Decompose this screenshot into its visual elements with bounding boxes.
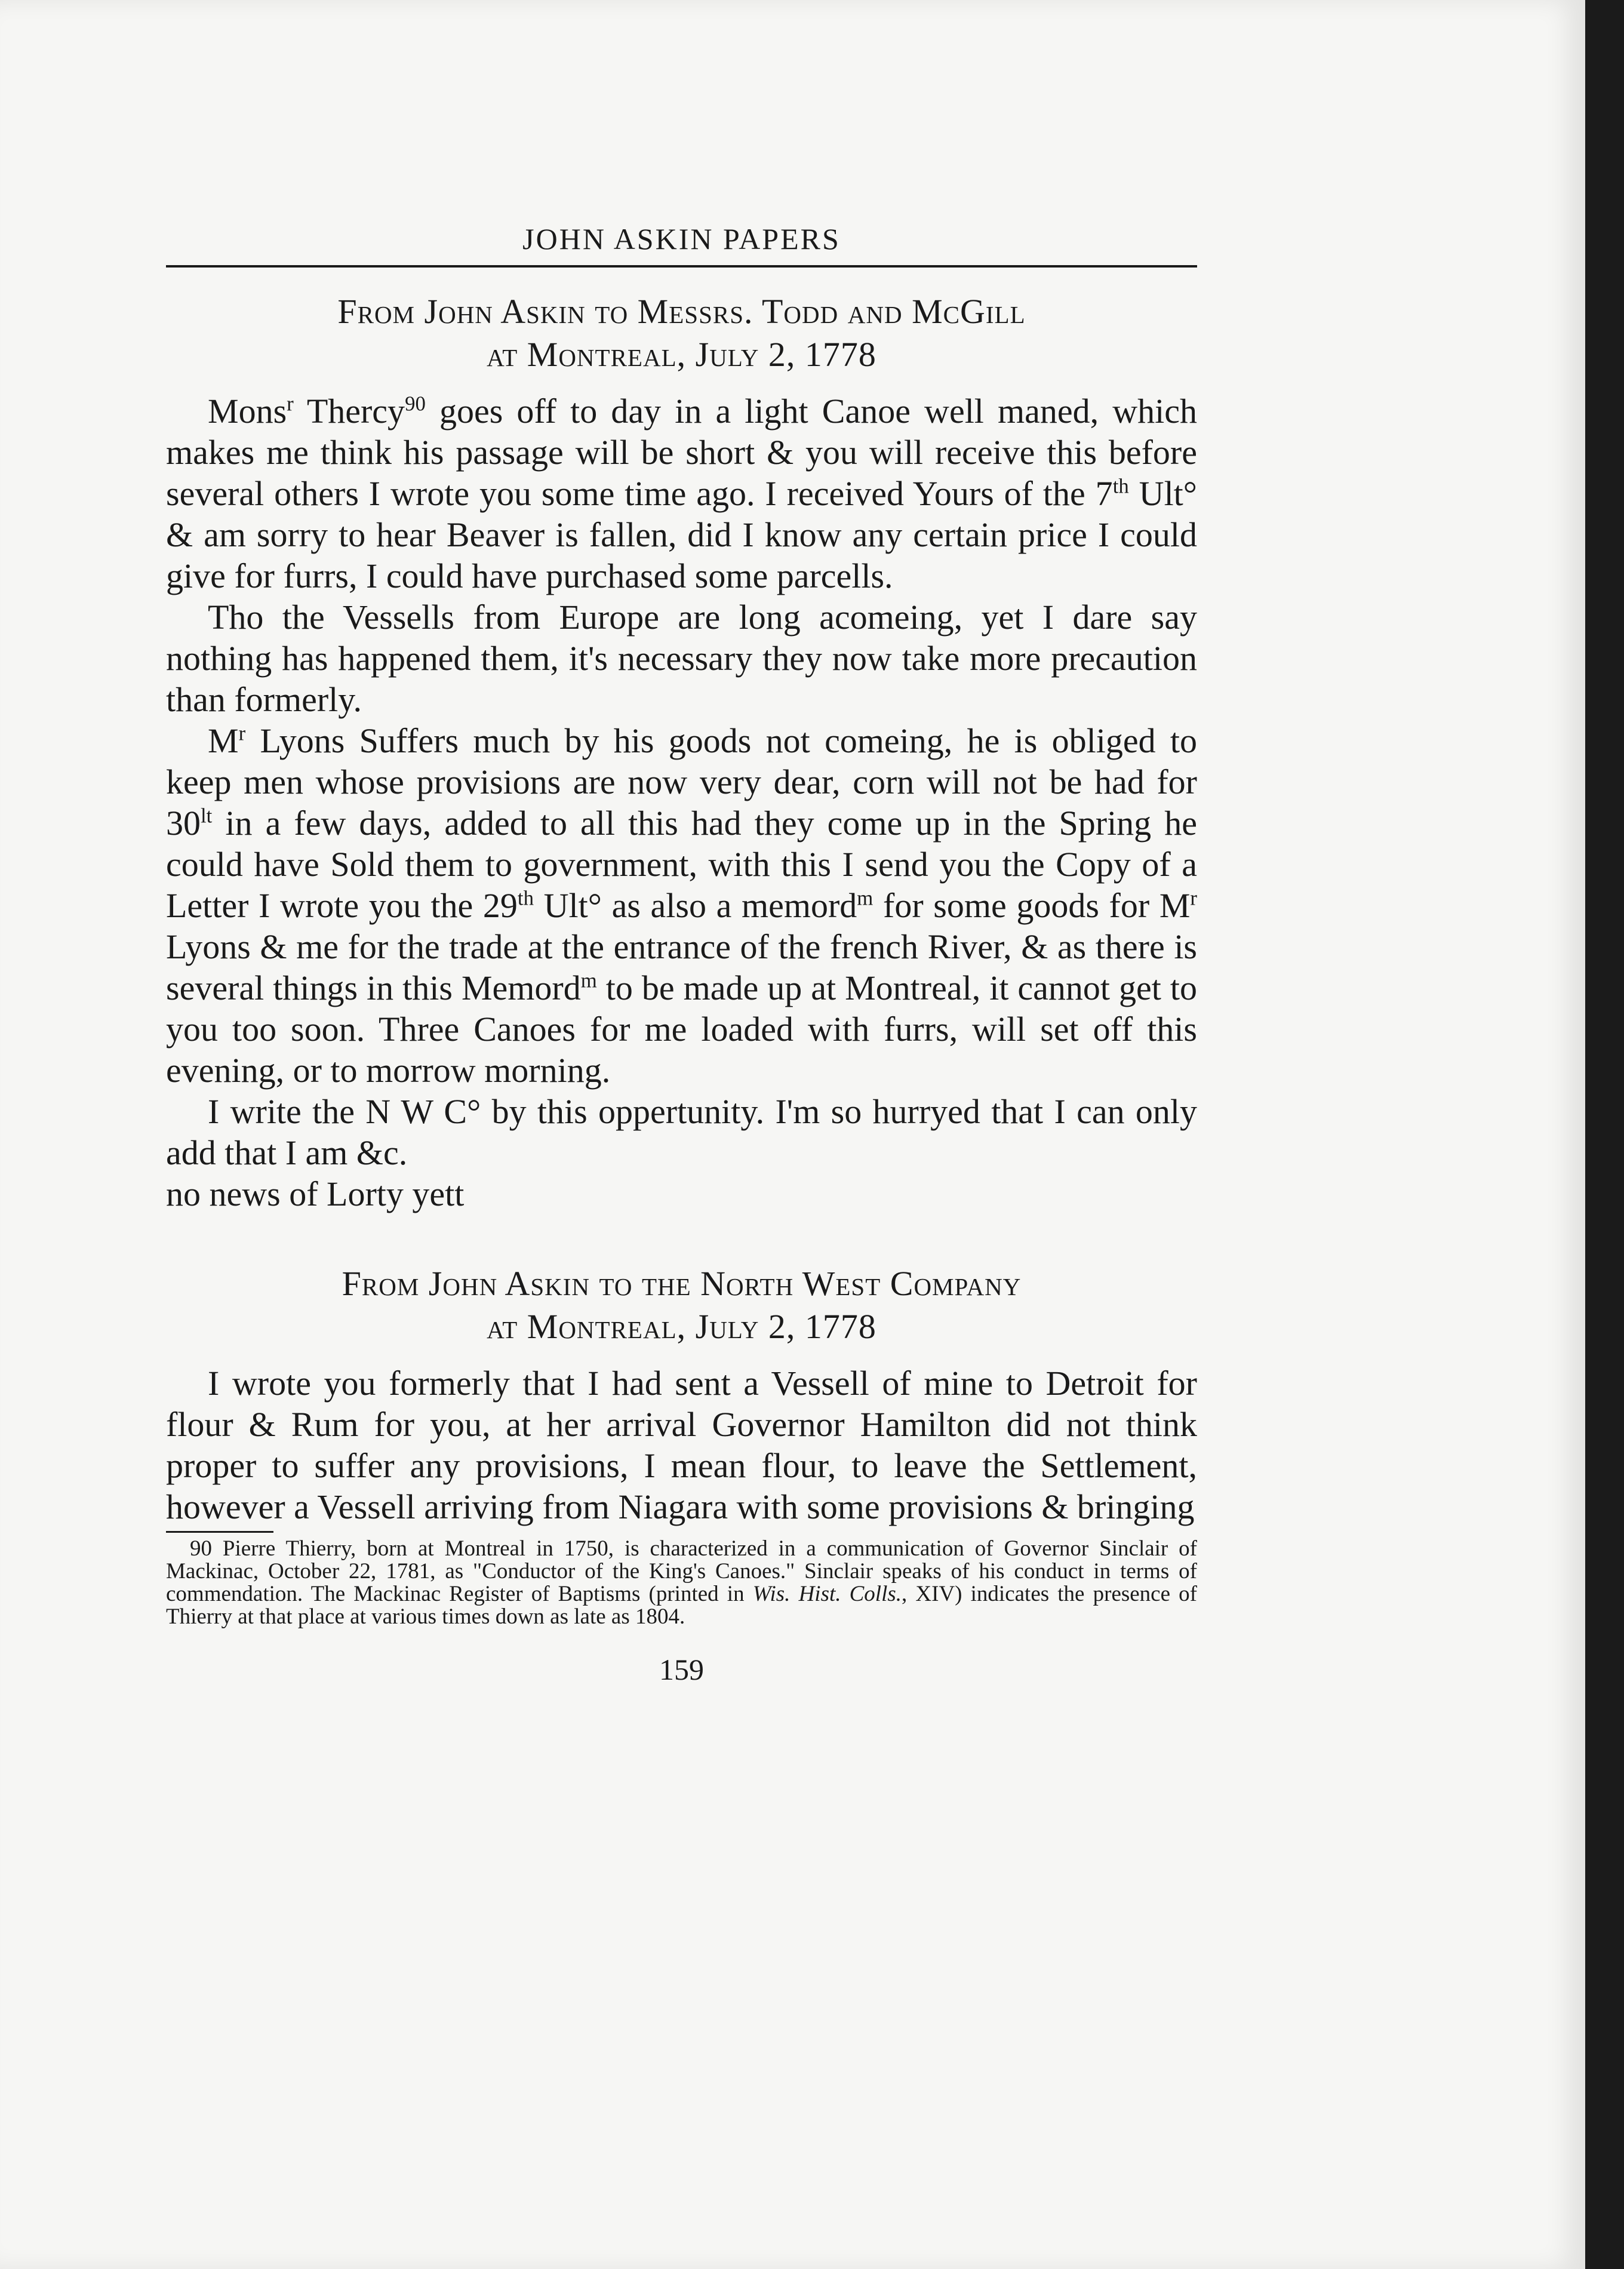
footnote-90 — [166, 1538, 1197, 1628]
text-run: Ult° as also a memord — [533, 886, 857, 925]
text-run: goes off to day in a light Canoe well maned, which makes me think his passage will be short & you will receive this before several others I wrote you some time ago. I received Yours of the 7 — [166, 392, 1198, 513]
superscript: r — [238, 721, 246, 745]
text-run: in a few days, added to all this had they come up in the Spring he could have Sold them to government, with this I send you the Copy of a Letter I wrote you the 29 — [166, 804, 1197, 925]
superscript: lt — [201, 804, 213, 828]
text-run: M — [208, 721, 239, 760]
letter-1-paragraph-3 — [166, 720, 1197, 1091]
text-run: for some goods for M — [873, 886, 1191, 925]
italic-citation: Wis. Hist. Colls. — [752, 1582, 902, 1606]
superscript: m — [857, 886, 873, 910]
text-run: Lyons Suffers much by his goods not comeing, he is obliged to keep men whose provisions are now very dear, corn will not be had for 30 — [166, 721, 1197, 843]
section-gap — [166, 1215, 1197, 1262]
text-run: Thercy — [293, 392, 405, 431]
page-number: 159 — [659, 1653, 704, 1686]
text-run: to be made up at Montreal, it cannot get to you too soon. Three Canoes for me loaded with furrs, will set off this evening, or to morrow morning. — [166, 969, 1198, 1090]
letter-2-paragraph-1: I wrote you formerly that I had sent a Vessell of mine to Detroit for flour & Rum for you, at her arrival Governor Hamilton did not think proper to suffer any provisions, I mean flour, to leave the Settlement, however a Vessell arriving from Niagara with some provisions & bringing — [166, 1364, 1197, 1526]
page-content — [166, 221, 1197, 1687]
letter-1-heading — [166, 290, 1197, 376]
text-run: 90 Pierre Thierry, born at Montreal in 1750, is characterized in a communication of Governor Sinclair of Mackinac, October 22, 1781, as "Conductor of the King's Canoes." Sinclair speaks of his conduct in terms of commendation. The Mackinac Register of Baptisms (printed in — [166, 1536, 1197, 1606]
superscript: m — [580, 969, 597, 992]
text-run: Ult° & am sorry to hear Beaver is fallen, did I know any certain price I could give for furrs, I could have purchased some parcells. — [166, 474, 1197, 595]
letter-1-heading-line-1: From John Askin to Messrs. Todd and McGill — [337, 292, 1026, 331]
text-run: Mons — [208, 392, 287, 431]
letter-1-paragraph-1 — [166, 391, 1197, 597]
letter-2-heading — [166, 1262, 1197, 1348]
letter-1-paragraph-4: I write the N W C° by this oppertunity. I'm so hurryed that I can only add that I am &c. — [166, 1092, 1197, 1172]
running-head: JOHN ASKIN PAPERS — [522, 222, 841, 256]
letter-1-paragraph-2: Tho the Vessells from Europe are long acomeing, yet I dare say nothing has happened them, it's necessary they now take more precaution than formerly. — [166, 598, 1197, 719]
superscript: r — [287, 392, 294, 416]
letter-1-postscript: no news of Lorty yett — [166, 1175, 465, 1213]
text-run: Lyons & me for the trade at the entrance of the french River, & as there is several things in this Memord — [166, 927, 1197, 1007]
letter-2-heading-line-1: From John Askin to the North West Company — [342, 1264, 1022, 1303]
superscript: th — [1112, 474, 1129, 498]
header-rule — [166, 265, 1197, 268]
letter-1-heading-line-2: at Montreal, July 2, 1778 — [487, 335, 876, 374]
superscript: th — [517, 886, 534, 910]
superscript: r — [1190, 886, 1197, 910]
footnote-rule — [166, 1531, 273, 1533]
letter-2-heading-line-2: at Montreal, July 2, 1778 — [487, 1307, 876, 1346]
text-run: , XIV) indicates the presence of Thierry at that place at various times down as late as 1804. — [166, 1582, 1197, 1629]
footnote-marker: 90 — [405, 392, 426, 416]
